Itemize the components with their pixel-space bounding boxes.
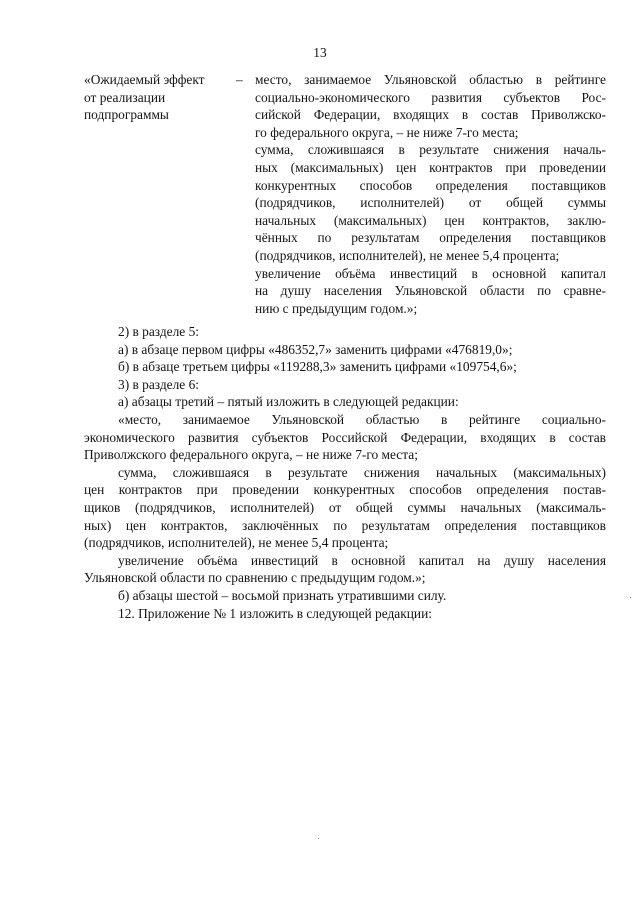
quote-line: цен контрактов при проведении конкурентных способов определения постав- — [84, 482, 606, 498]
amendment-text — [84, 323, 606, 622]
value-line: конкурентных способов определения поставщиков — [255, 177, 606, 193]
passport-row-dash: – — [236, 72, 243, 87]
label-line: подпрограммы — [84, 107, 169, 123]
passport-row-expected-effect — [84, 71, 606, 317]
paragraph-item-12: 12. Приложение № 1 изложить в следующей редакции: — [118, 605, 432, 621]
paragraph-item-2: 2) в разделе 5: — [118, 324, 200, 339]
paragraph-quote-investment — [84, 552, 606, 587]
quote-line: экономического развития субъектов Российской Федерации, входящих в состав — [84, 429, 606, 445]
paragraph-item-2a: а) в абзаце первом цифры «486352,7» заменить цифрами «476819,0»; — [118, 341, 513, 357]
passport-row-value — [255, 71, 606, 317]
paragraph-item-3: 3) в разделе 6: — [118, 376, 200, 392]
value-line: место, занимаемое Ульяновской областью в рейтинге — [255, 72, 606, 87]
paragraph-item-3b: б) абзацы шестой – восьмой признать утратившими силу. — [118, 587, 447, 603]
paragraph-quote-sum — [84, 464, 606, 552]
scan-speck — [630, 597, 631, 598]
value-line: сумма, сложившаяся в результате снижения началь- — [255, 142, 606, 158]
value-line: социально-экономического развития субъектов Рос- — [255, 89, 606, 105]
value-line: на душу населения Ульяновской области по сравне- — [255, 283, 606, 299]
label-line: от реализации — [84, 89, 166, 105]
quote-line: (подрядчиков, исполнителей), не менее 5,4 процента; — [84, 535, 389, 551]
quote-line: Приволжского федерального округа, – не ниже 7-го места; — [84, 447, 418, 463]
page-number: 13 — [313, 45, 327, 60]
value-line: увеличение объёма инвестиций в основной капитал — [255, 265, 606, 281]
value-line: ных (максимальных) цен контрактов при проведении — [255, 159, 606, 175]
value-line: (подрядчиков, исполнителей), не менее 5,4 процента; — [255, 247, 560, 263]
paragraph-item-3a: а) абзацы третий – пятый изложить в следующей редакции: — [118, 394, 459, 410]
scan-speck — [318, 838, 319, 839]
quote-line: ных) цен контрактов, заключённых по результатам определения поставщиков — [84, 517, 606, 533]
quote-line: «место, занимаемое Ульяновской областью в рейтинге социально- — [118, 411, 606, 427]
value-line: сийской Федерации, входящих в состав Приволжско- — [255, 107, 606, 123]
value-line: го федерального округа, – не ниже 7-го места; — [255, 124, 519, 140]
quote-line: щиков (подрядчиков, исполнителей) от общей суммы начальных (максималь- — [84, 499, 606, 515]
quote-line: Ульяновской области по сравнению с предыдущим годом.»; — [84, 570, 426, 586]
quote-line: сумма, сложившаяся в результате снижения начальных (максимальных) — [118, 464, 606, 480]
value-line: нию с предыдущим годом.»; — [255, 300, 418, 316]
quote-line: увеличение объёма инвестиций в основной капитал на душу населения — [118, 552, 606, 568]
value-line: (подрядчиков, исполнителей) от общей суммы — [255, 195, 606, 211]
value-line: чённых по результатам определения поставщиков — [255, 230, 606, 246]
value-line: начальных (максимальных) цен контрактов, заклю- — [255, 212, 606, 228]
label-line: «Ожидаемый эффект — [84, 72, 205, 87]
passport-table — [84, 71, 606, 317]
paragraph-item-2b: б) в абзаце третьем цифры «119288,3» заменить цифрами «109754,6»; — [118, 359, 517, 375]
passport-row-label — [84, 71, 234, 124]
paragraph-quote-place — [84, 411, 606, 464]
